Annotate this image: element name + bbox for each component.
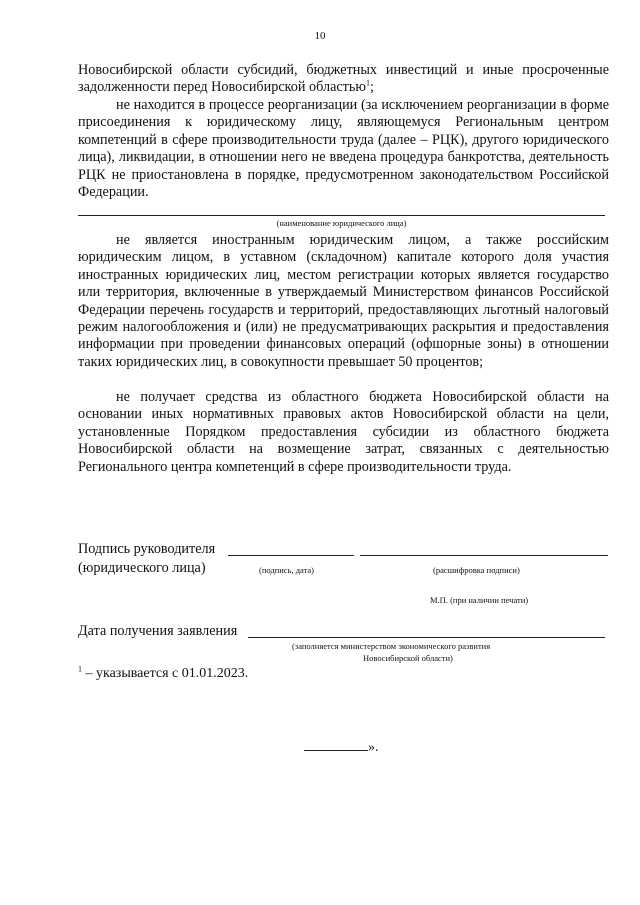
receipt-caption-line1: (заполняется министерством экономического развития [292, 641, 491, 651]
signature-decode-caption: (расшифровка подписи) [433, 565, 520, 575]
footnote-mark: 1 [78, 664, 82, 674]
paragraph-budget-funds: не получает средства из областного бюджета Новосибирской области на основании иных нормативных правовых актов Новосибирской области на цели, установленные Порядком предоставления субсидии из областного бюджета Новосибирской области на возмещение затрат, связанных с деятельностью Регионального центра компетенций в сфере производительности труда. [78, 389, 609, 475]
signature-caption: (подпись, дата) [259, 565, 315, 575]
legal-entity-name-caption: (наименование юридического лица) [276, 218, 407, 228]
stamp-note: М.П. (при наличии печати) [430, 595, 529, 605]
footnote-text: – указывается с 01.01.2023. [82, 666, 249, 681]
page-number: 10 [314, 30, 326, 42]
receipt-date-line [248, 637, 605, 638]
closing-blank-line [304, 738, 368, 751]
footnote-ref: 1 [365, 78, 370, 88]
signature-decode-line [360, 555, 608, 556]
paragraph-debt [78, 62, 609, 97]
signature-label: Подпись руководителя [78, 541, 216, 557]
signature-label-entity: (юридического лица) [78, 560, 206, 576]
paragraph-debt-text: Новосибирской области субсидий, бюджетных инвестиций и иные просроченные задолженности перед Новосибирской областью [78, 62, 609, 96]
receipt-date-label: Дата получения заявления [78, 623, 238, 639]
legal-entity-name-line [78, 215, 605, 216]
closing-mark [304, 738, 379, 756]
signature-line [228, 555, 354, 556]
paragraph-debt-end: ; [369, 79, 374, 96]
paragraph-foreign-entity: не является иностранным юридическим лицом, а также российским юридическим лицом, в уставном (складочном) капитале которого доля участия иностранных юридических лиц, местом регистрации которых является государство или территория, включенные в утверждаемый Министерством финансов Российской Федерации перечень государств и территорий, предоставляющих льготный налоговый режим налогообложения и (или) не предусматривающих раскрытия и предоставления информации при проведении финансовых операций (офшорные зоны) в отношении таких юридических лиц, в совокупности превышает 50 процентов; [78, 232, 609, 370]
paragraph-reorganization: не находится в процессе реорганизации (за исключением реорганизации в форме присоединения к юридическому лицу, являющемуся Региональным центром компетенций в сфере производительности труда (далее – РЦК), другого юридического лица), ликвидации, в отношении него не введена процедура банкротства, деятельность РЦК не приостановлена в порядке, предусмотренном законодательством Российской Федерации. [78, 97, 609, 201]
closing-text: ». [368, 740, 379, 755]
footnote [78, 666, 248, 682]
receipt-caption-line2: Новосибирской области) [363, 653, 453, 663]
